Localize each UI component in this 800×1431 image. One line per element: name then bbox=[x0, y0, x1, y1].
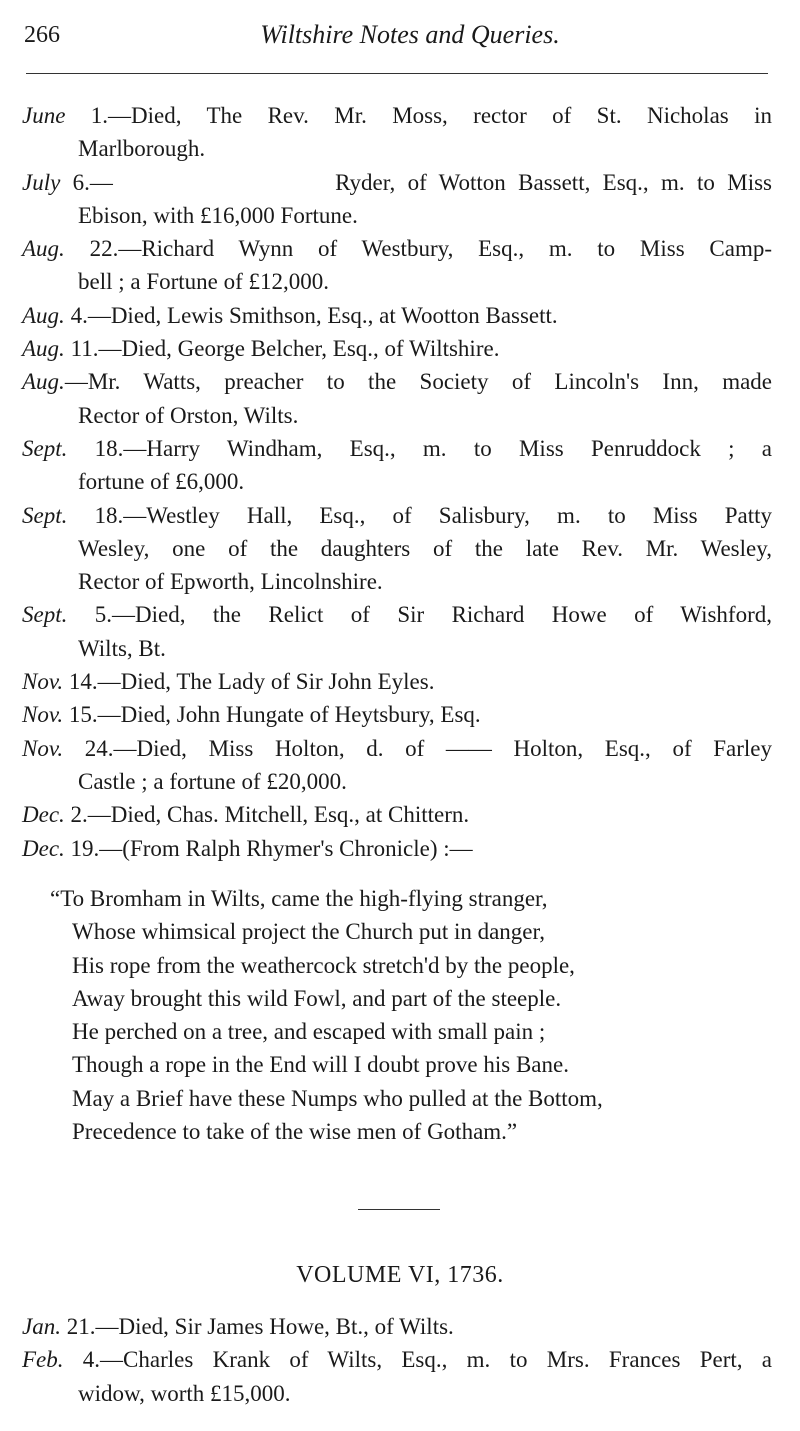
entry bbox=[22, 365, 772, 432]
running-title: Wiltshire Notes and Queries. bbox=[260, 20, 560, 49]
entry bbox=[22, 698, 772, 731]
entry-month: Nov. bbox=[22, 735, 64, 761]
entry-line bbox=[22, 199, 772, 232]
entry-line bbox=[22, 365, 772, 398]
entry-month: Sept. bbox=[22, 502, 68, 528]
entry-line bbox=[22, 832, 772, 865]
entry-text: 18.—Westley Hall, Esq., of Salisbury, m. to Miss Patty bbox=[67, 502, 772, 528]
entry bbox=[22, 432, 772, 499]
entry-text: widow, worth £15,000. bbox=[78, 1380, 291, 1406]
entry-line bbox=[22, 698, 772, 731]
entry-month: Dec. bbox=[22, 835, 65, 861]
entry-text: 1.—Died, The Rev. Mr. Moss, rector of St. Nicholas in bbox=[65, 103, 772, 128]
entry-text: Castle ; a fortune of £20,000. bbox=[78, 768, 347, 794]
entry bbox=[22, 798, 772, 831]
entry bbox=[22, 732, 772, 799]
entry-month: Dec. bbox=[22, 802, 65, 828]
entry-line bbox=[22, 166, 772, 199]
entry-text: 4.—Charles Krank of Wilts, Esq., m. to Mrs. Frances Pert, a bbox=[63, 1347, 772, 1373]
entry-text: Wesley, one of the daughters of the late Rev. Mr. Wesley, bbox=[78, 535, 772, 561]
header-rule bbox=[26, 73, 768, 74]
entry-month: Sept. bbox=[22, 435, 68, 461]
entry-line bbox=[22, 665, 772, 698]
entry-text: Ebison, with £16,000 Fortune. bbox=[78, 202, 358, 228]
entry-text: 2.—Died, Chas. Mitchell, Esq., at Chittern. bbox=[64, 802, 470, 828]
entry-text: 18.—Harry Windham, Esq., m. to Miss Penruddock ; a bbox=[67, 435, 772, 461]
entry bbox=[22, 832, 772, 865]
entry-line bbox=[22, 1343, 772, 1376]
entry bbox=[22, 166, 772, 233]
poem-line: May a Brief have these Numps who pulled at the Bottom, bbox=[72, 1085, 603, 1111]
entries-list-1736 bbox=[22, 1310, 772, 1410]
entry-line bbox=[22, 399, 772, 432]
poem-line: Whose whimsical project the Church put in danger, bbox=[72, 919, 546, 945]
entry bbox=[22, 332, 772, 365]
entry-line bbox=[22, 532, 772, 565]
entry-month: Feb. bbox=[22, 1347, 64, 1373]
entry-line bbox=[22, 332, 772, 365]
entry-line bbox=[22, 232, 772, 265]
entry-line bbox=[22, 798, 772, 831]
entry-line bbox=[22, 465, 772, 498]
entry-month: Nov. bbox=[22, 702, 64, 728]
entry bbox=[22, 1343, 772, 1410]
entry bbox=[22, 665, 772, 698]
entry-line bbox=[22, 265, 772, 298]
entry-month: Aug. bbox=[22, 336, 65, 362]
entry-line bbox=[22, 432, 772, 465]
entry-line bbox=[22, 499, 772, 532]
entry bbox=[22, 232, 772, 299]
entry-text: 19.—(From Ralph Rhymer's Chronicle) :— bbox=[64, 835, 473, 861]
page-number: 266 bbox=[24, 22, 60, 48]
entry-line bbox=[22, 132, 772, 165]
entry-month: Aug. bbox=[22, 369, 65, 395]
entry-line bbox=[22, 1310, 772, 1343]
poem-line: “To Bromham in Wilts, came the high-flying stranger, bbox=[50, 886, 548, 911]
poem-line: Though a rope in the End will I doubt prove his Bane. bbox=[72, 1052, 569, 1078]
entry-line bbox=[22, 99, 772, 132]
entry-line bbox=[22, 598, 772, 631]
entry-text: 6.— Ryder, of Wotton Bassett, Esq., m. to Miss bbox=[60, 169, 772, 195]
entry-text: 11.—Died, George Belcher, Esq., of Wiltshire. bbox=[64, 336, 500, 362]
entry-month: Aug. bbox=[22, 302, 65, 328]
entry bbox=[22, 299, 772, 332]
entry-text: 5.—Died, the Relict of Sir Richard Howe of Wishford, bbox=[67, 602, 772, 628]
entry-line bbox=[22, 765, 772, 798]
poem-line: He perched on a tree, and escaped with small pain ; bbox=[72, 1019, 546, 1045]
entry-text: bell ; a Fortune of £12,000. bbox=[78, 269, 330, 295]
entries-list bbox=[22, 99, 772, 865]
entry-text: Rector of Orston, Wilts. bbox=[78, 402, 299, 428]
poem-line: His rope from the weathercock stretch'd by the people, bbox=[72, 952, 575, 978]
entry-line bbox=[22, 565, 772, 598]
entry bbox=[22, 1310, 772, 1343]
entry-month: Nov. bbox=[22, 669, 64, 695]
entry-text: 4.—Died, Lewis Smithson, Esq., at Wootton Bassett. bbox=[64, 302, 558, 328]
entry-month: Aug. bbox=[22, 236, 65, 262]
entry-month: Sept. bbox=[22, 602, 68, 628]
poem-line: Precedence to take of the wise men of Gotham.” bbox=[72, 1119, 518, 1145]
entry-text: 22.—Richard Wynn of Westbury, Esq., m. to Miss Camp- bbox=[64, 236, 772, 262]
entry-text: Wilts, Bt. bbox=[78, 635, 166, 661]
entry-text: Rector of Epworth, Lincolnshire. bbox=[78, 569, 383, 595]
entry-line bbox=[22, 632, 772, 665]
entry-line bbox=[22, 1377, 772, 1410]
entry bbox=[22, 99, 772, 166]
entry-text: fortune of £6,000. bbox=[78, 469, 245, 495]
entry-text: 21.—Died, Sir James Howe, Bt., of Wilts. bbox=[60, 1314, 454, 1339]
entry-month: Jan. bbox=[22, 1314, 61, 1339]
poem-quote bbox=[50, 882, 770, 1148]
entry-text: —Mr. Watts, preacher to the Society of Lincoln's Inn, made bbox=[64, 369, 772, 395]
volume-heading: VOLUME VI, 1736. bbox=[296, 1262, 504, 1288]
entry-text: Marlborough. bbox=[78, 136, 206, 162]
section-divider bbox=[358, 1209, 440, 1210]
entry-text: 14.—Died, The Lady of Sir John Eyles. bbox=[63, 669, 435, 695]
entry bbox=[22, 598, 772, 665]
entry-line bbox=[22, 732, 772, 765]
entry-month: June bbox=[22, 103, 66, 128]
entry-text: 24.—Died, Miss Holton, d. of —— Holton, Esq., of Farley bbox=[63, 735, 772, 761]
entry-line bbox=[22, 299, 772, 332]
entry bbox=[22, 499, 772, 599]
entry-month: July bbox=[22, 169, 61, 195]
poem-line: Away brought this wild Fowl, and part of the steeple. bbox=[72, 985, 562, 1011]
entry-text: 15.—Died, John Hungate of Heytsbury, Esq. bbox=[63, 702, 481, 728]
